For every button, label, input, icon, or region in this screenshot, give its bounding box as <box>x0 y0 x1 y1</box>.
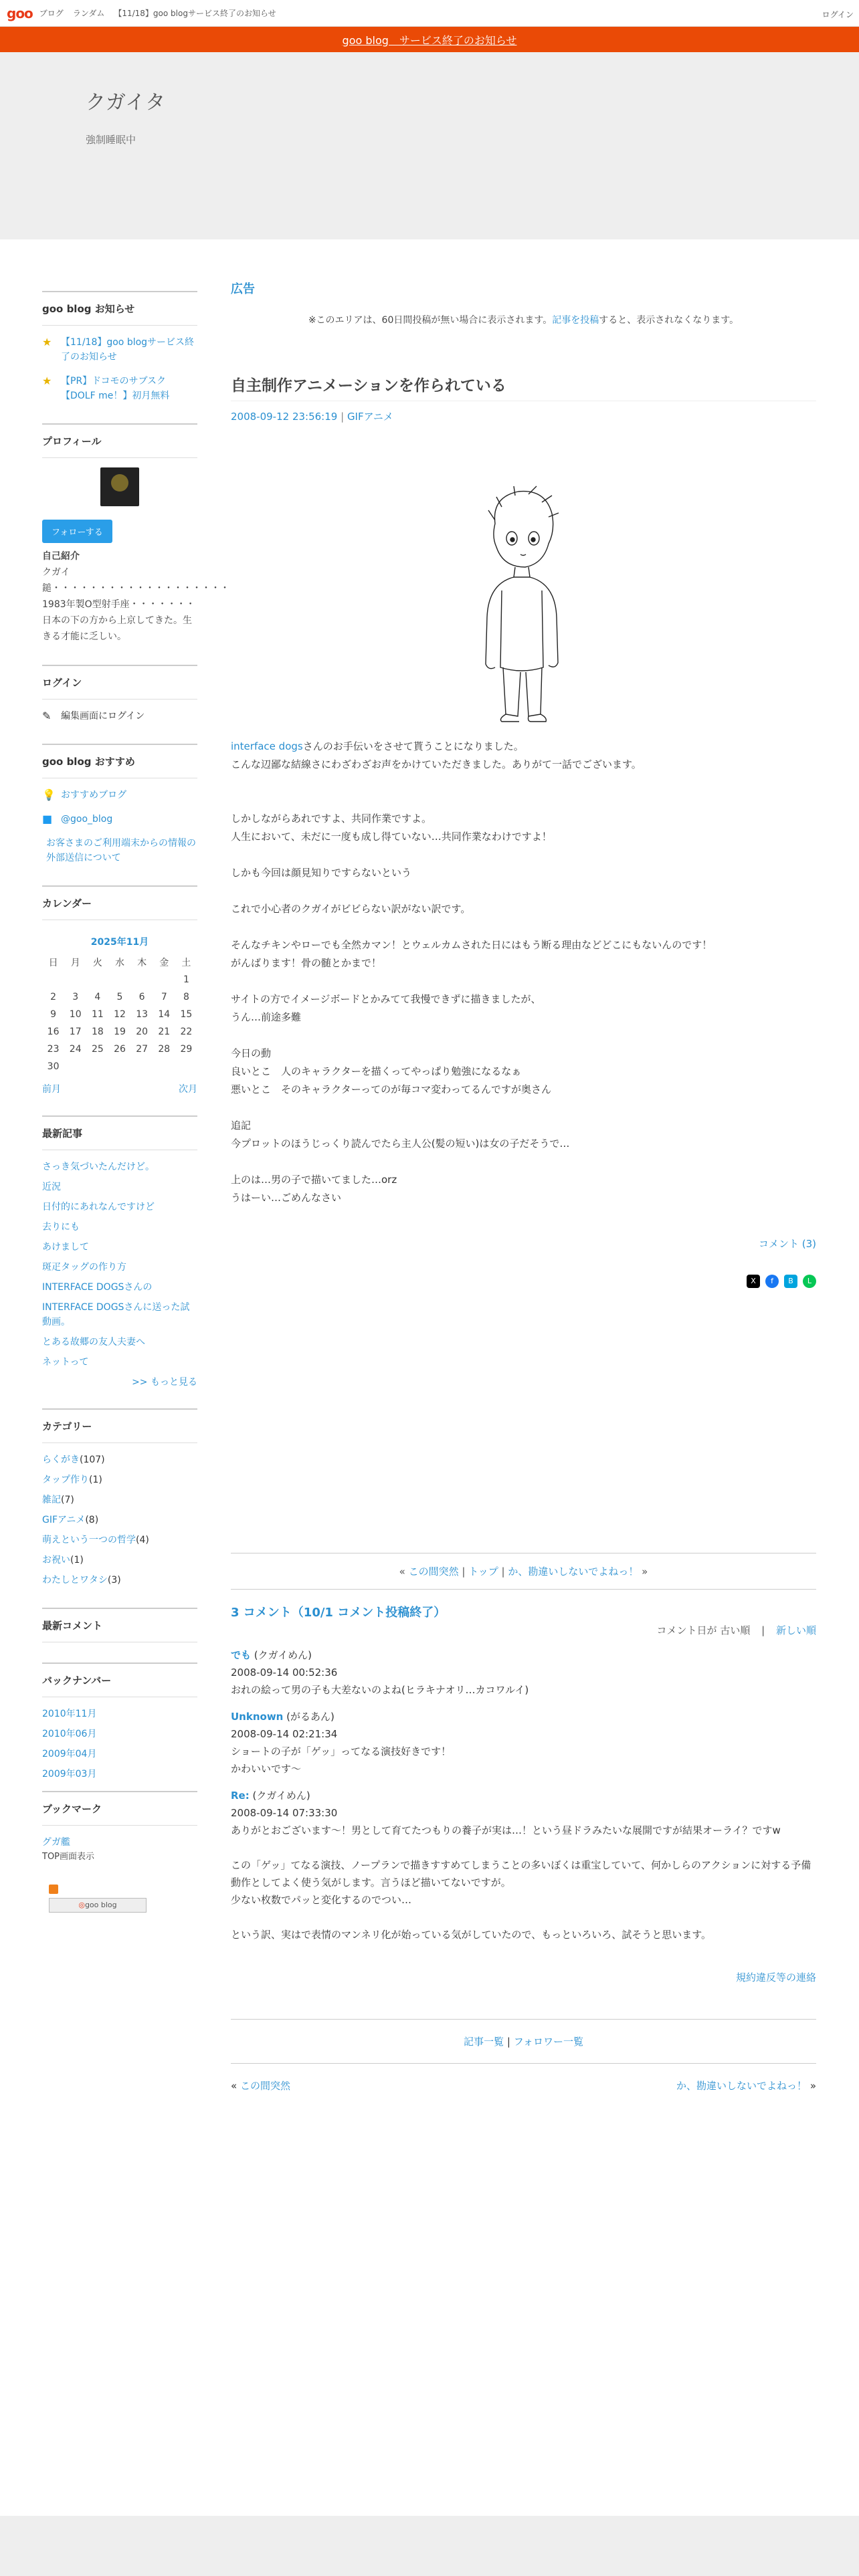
recent-post-link[interactable]: 斑疋タッグの作り方 <box>42 1262 126 1273</box>
recommend-item <box>42 788 197 802</box>
category-count: (1) <box>89 1475 102 1485</box>
calendar-prev-link[interactable]: 前月 <box>42 1084 61 1095</box>
ad-note: ※このエリアは、60日間投稿が無い場合に表示されます。記事を投稿すると、表示されなくなります。 <box>308 315 739 326</box>
bottom-pager: « この間突然 か、勘違いしないでよねっ！ » <box>231 2080 816 2092</box>
goo-logo[interactable]: goo <box>7 5 33 21</box>
calendar-nav <box>42 1082 197 1095</box>
calendar-day: 7 <box>161 992 167 1002</box>
calendar-day: 4 <box>94 992 101 1002</box>
recommend-blog-link[interactable]: おすすめブログ <box>61 790 127 800</box>
bookmark-desc: TOP画面表示 <box>42 1852 95 1862</box>
recent-post-link[interactable]: ネットって <box>42 1357 89 1368</box>
archive-link[interactable]: 2009年03月 <box>42 1769 97 1780</box>
calendar-heading: カレンダー <box>42 885 197 920</box>
category-heading: カテゴリー <box>42 1408 197 1443</box>
report-link[interactable]: 規約違反等の連絡 <box>735 1971 816 1983</box>
category-link[interactable]: わたしとワタシ <box>42 1575 108 1586</box>
prev-post-link[interactable]: この間突然 <box>408 1566 459 1578</box>
calendar-day: 10 <box>69 1009 82 1020</box>
calendar-day <box>64 971 86 988</box>
calendar-day: 23 <box>47 1044 60 1055</box>
next-post-link[interactable]: か、勘違いしないでよねっ！ <box>508 1566 639 1578</box>
star-icon: ★ <box>42 374 52 387</box>
external-info-link[interactable]: お客さまのご利用端末からの情報の外部送信について <box>46 838 196 863</box>
follow-button[interactable]: フォローする <box>42 520 112 543</box>
profile-heading: プロフィール <box>42 423 197 458</box>
calendar-day: 9 <box>50 1009 57 1020</box>
main-content <box>231 280 816 2092</box>
category-count: (8) <box>85 1515 99 1525</box>
recent-post-link[interactable]: さっき気づいたんだけど。 <box>42 1162 155 1172</box>
comment-text: 少ない枚数でパッと変化するのでつい… <box>231 1894 412 1906</box>
nav-blog-link[interactable]: ブログ <box>39 9 64 18</box>
post-line: そんなチキンやローでも全然カマン！とウェルカムされた日にはもう断る理由などどこにもないんのです！ <box>231 939 712 951</box>
comment-text: ありがとおございます〜！男として育てたつもりの養子が実は…！という昼ドラみたいな展開ですが結果オーライ？ですw <box>231 1824 781 1836</box>
calendar-weekday: 日 <box>48 958 58 968</box>
article-list-link[interactable]: 記事一覧 <box>464 2036 504 2048</box>
nav-notice-link[interactable]: 【11/18】goo blogサービス終了のお知らせ <box>114 9 276 18</box>
category-link[interactable]: タップ作り <box>42 1475 89 1485</box>
comment-text: かわいいです〜 <box>231 1763 302 1775</box>
calendar-day: 1 <box>183 974 189 985</box>
calendar-day: 22 <box>180 1027 193 1037</box>
goo-blog-badge[interactable]: ◎goo blog <box>49 1898 147 1913</box>
post-line <box>231 1027 816 1045</box>
calendar-day: 27 <box>136 1044 149 1055</box>
profile-section <box>42 423 229 645</box>
calendar-day <box>175 1058 197 1075</box>
calendar-day <box>153 971 175 988</box>
bookmark-link[interactable]: ク゚ガ艦 <box>42 1837 70 1848</box>
news-item <box>42 374 197 403</box>
recent-post-link[interactable]: 去りにも <box>42 1222 80 1232</box>
category-count: (3) <box>107 1575 121 1586</box>
category-link[interactable]: 雑記 <box>42 1495 61 1505</box>
pencil-icon: ✎ <box>42 710 52 722</box>
comment <box>231 1646 816 1699</box>
backnumber-heading: バックナンバー <box>42 1662 197 1697</box>
interface-dogs-link[interactable]: interface dogs <box>231 740 303 752</box>
calendar-day: 14 <box>158 1009 171 1020</box>
calendar-section <box>42 885 197 1095</box>
calendar-day <box>108 1058 130 1075</box>
admin-login-link[interactable]: 編集画面にログイン <box>61 711 145 722</box>
calendar-next-link[interactable]: 次月 <box>179 1084 197 1095</box>
service-end-banner <box>0 27 859 52</box>
calendar-day: 30 <box>47 1061 60 1072</box>
comment <box>231 1787 816 1943</box>
post-line: うはーい…ごめんなさい <box>231 1192 342 1204</box>
category-count: (107) <box>80 1455 105 1465</box>
login-section <box>42 665 197 724</box>
recent-post-link[interactable]: INTERFACE DOGSさんの <box>42 1282 153 1293</box>
top-link[interactable]: トップ <box>468 1566 498 1578</box>
bottom-prev-link[interactable]: この間突然 <box>240 2080 290 2092</box>
calendar-day: 29 <box>180 1044 193 1055</box>
calendar-month[interactable]: 2025年11月 <box>90 937 149 948</box>
calendar-weekday: 土 <box>181 958 191 968</box>
profile-line: 鎚・・・・・・・・・・・・・・・・・・・ <box>42 583 229 594</box>
calendar-weekday: 月 <box>70 958 80 968</box>
archive-link[interactable]: 2009年04月 <box>42 1749 97 1759</box>
comment-handle: (がるあん) <box>283 1711 335 1723</box>
avatar[interactable] <box>100 467 139 506</box>
category-section <box>42 1408 197 1588</box>
category-link[interactable]: お祝い <box>42 1555 70 1566</box>
calendar-day: 11 <box>91 1009 104 1020</box>
calendar-day: 28 <box>158 1044 171 1055</box>
blog-header <box>0 52 859 239</box>
comment-text: という訳、実はで表情のマンネリ化が始っている気がしていたので、もっといろいろ、試そうと思います。 <box>231 1929 712 1941</box>
post-line: 追記 <box>231 1119 252 1132</box>
comment-text: おれの絵って男の子も大差ないのよね(ヒラキナオリ…カコワルイ) <box>231 1684 529 1696</box>
category-link[interactable]: GIFアニメ <box>42 1515 86 1525</box>
post-line <box>231 846 816 864</box>
latest-comments-heading: 最新コメント <box>42 1608 197 1642</box>
comment-text: ショートの子が「ゲッ」ってなる演技好きです！ <box>231 1745 452 1757</box>
category-link[interactable]: らくがき <box>42 1455 80 1465</box>
calendar <box>42 930 197 1075</box>
post-line <box>231 882 816 900</box>
followers-link[interactable]: フォロワー一覧 <box>513 2036 583 2048</box>
post-line: しかしながらあれですよ、共同作業ですよ。 <box>231 813 432 825</box>
ad-heading: 広告 <box>231 282 255 296</box>
post-line <box>231 1099 816 1117</box>
comment-order: コメント日が 古い順 | 新しい順 <box>656 1624 816 1636</box>
calendar-day <box>153 1058 175 1075</box>
bookmark-section <box>42 1791 197 1864</box>
bookmark-list <box>42 1835 197 1864</box>
calendar-day: 24 <box>69 1044 82 1055</box>
calendar-day <box>64 1058 86 1075</box>
comment-author[interactable]: Re: <box>231 1790 250 1802</box>
recent-section <box>42 1115 197 1388</box>
rss-icon[interactable] <box>49 1885 58 1894</box>
recent-post-link[interactable]: INTERFACE DOGSさんに送った試動画。 <box>42 1302 190 1327</box>
category-count: (4) <box>136 1535 149 1545</box>
twitter-link[interactable]: @goo_blog <box>61 814 113 825</box>
bottom-next-link[interactable]: か、勘違いしないでよねっ！ <box>676 2080 807 2092</box>
post-line <box>231 1153 816 1171</box>
calendar-day: 6 <box>138 992 145 1002</box>
recent-post-link[interactable]: とある故郷の友人夫妻へ <box>42 1337 145 1348</box>
news-heading: goo blog お知らせ <box>42 291 197 326</box>
intro-label: 自己紹介 <box>42 551 80 562</box>
post-line: うん…前途多難 <box>231 1011 302 1023</box>
news-link[interactable]: 【11/18】goo blogサービス終了のお知らせ <box>61 337 195 362</box>
category-count: (1) <box>70 1555 84 1566</box>
category-count: (7) <box>61 1495 74 1505</box>
post-line: しかも今回は顔見知りですらないという <box>231 867 412 879</box>
profile-body <box>42 548 229 645</box>
post-line: 今日の動 <box>231 1047 272 1059</box>
post-title[interactable]: 自主制作アニメーションを作られている <box>231 373 816 401</box>
comment-count-link[interactable]: コメント (3) <box>758 1238 816 1250</box>
post-line: サイトの方でイメージボードとかみてて我慢できずに描きましたが、 <box>231 993 541 1005</box>
calendar-day: 19 <box>114 1027 126 1037</box>
recent-post-link[interactable]: 日付的にあれなんですけど <box>42 1202 155 1212</box>
calendar-day: 15 <box>180 1009 193 1020</box>
badges <box>42 1885 197 1913</box>
comment-text <box>231 1839 816 1856</box>
comment-text <box>231 1909 816 1926</box>
calendar-day: 5 <box>116 992 123 1002</box>
comment-handle: (クガイめん) <box>251 1649 312 1661</box>
post-body: interface dogsさんのお手伝いをさせて貰うことになりました。 こんな辺鄙な結線さにわざわざお声をかけていただきました。ありがて一話でございます。 しかしながらあれですよ、共同作業ですよ。 人生において、未だに一度も成し得ていない…共同作業なわけですよ！ しかも今回は顔見知りですらないという これで小心者のクガイがビビらない訳がない訳です。 そんなチキンやローでも全然カマン！とウェルカムされた日にはもう断る理由などどこにもないんのです！ がんばります！骨の髄とかまで！ サイトの方でイメージボードとかみてて我慢できずに描きましたが、 うん…前途多難 今日の動 良いとこ 人のキャラクターを描くってやっぱり勉強になるなぁ 悪いとこ そのキャラクターってのが毎コマ変わってるんですが奥さん 追記 今プロットのほうじっくり読んでたら主人公(髪の短い)は女の子だそうで… 上のは…男の子で描いてました…orz うはーい…ごめんなさい <box>231 738 816 1207</box>
post-meta: 2008-09-12 23:56:19 | GIFアニメ <box>231 411 393 423</box>
recent-post-link[interactable]: 近況 <box>42 1182 61 1192</box>
post-line: 上のは…男の子で描いてました…orz <box>231 1174 397 1186</box>
order-old-link[interactable]: 古い順 <box>720 1624 751 1636</box>
x-share-icon[interactable]: X <box>747 1275 760 1288</box>
comment-author[interactable]: Unknown <box>231 1711 284 1723</box>
recommend-item <box>42 812 197 827</box>
comment-text: この「ゲッ」てなる演技、ノープランで描きすすめてしまうことの多いぼくは重宝していて、何かしらのアクションに対する予備動作としてよく使う気がします。言うほど描いてないですが。 <box>231 1859 812 1889</box>
recent-heading: 最新記事 <box>42 1115 197 1150</box>
blog-title[interactable]: クガイタ <box>86 91 166 114</box>
calendar-day <box>86 971 108 988</box>
post-line <box>231 918 816 936</box>
sidebar <box>42 291 229 1913</box>
profile-line: クガイ <box>42 567 70 578</box>
profile-line: 日本の下の方から上京してきた。生きる才能に乏しい。 <box>42 615 192 642</box>
recommend-item <box>42 836 197 865</box>
hatena-share-icon[interactable]: B <box>784 1275 797 1288</box>
top-bar <box>0 0 859 27</box>
share-buttons <box>231 1275 816 1288</box>
post-line: 悪いとこ そのキャラクターってのが毎コマ変わってるんですが奥さん <box>231 1083 551 1095</box>
calendar-day: 18 <box>91 1027 104 1037</box>
comment-list <box>231 1646 816 1943</box>
post-pager: « この間突然 | トップ | か、勘違いしないでよねっ！ » <box>231 1553 816 1590</box>
calendar-day: 26 <box>114 1044 126 1055</box>
calendar-day: 25 <box>91 1044 104 1055</box>
line-share-icon[interactable]: L <box>803 1275 816 1288</box>
comments-heading: 3 コメント（10/1 コメント投稿終了） <box>231 1606 446 1620</box>
post-line: 人生において、未だに一度も成し得ていない…共同作業なわけですよ！ <box>231 831 552 843</box>
post-line: がんばります！骨の髄とかまで！ <box>231 957 382 969</box>
calendar-day: 8 <box>183 992 189 1002</box>
backnumber-section <box>42 1662 197 1780</box>
comment-author[interactable]: でも <box>231 1649 252 1661</box>
calendar-day: 12 <box>114 1009 126 1020</box>
post-category-link[interactable]: GIFアニメ <box>347 411 393 423</box>
footer <box>0 2516 859 2576</box>
service-end-link[interactable]: goo blog サービス終了のお知らせ <box>342 33 517 47</box>
list-nav: 記事一覧 | フォロワー一覧 <box>231 2019 816 2064</box>
calendar-weekday: 木 <box>137 958 147 968</box>
lightbulb-icon: 💡 <box>42 788 56 801</box>
comment-date: 2008-09-14 02:21:34 <box>231 1728 338 1740</box>
recommend-heading: goo blog おすすめ <box>42 744 197 778</box>
comment-date: 2008-09-14 00:52:36 <box>231 1667 338 1679</box>
calendar-day <box>86 1058 108 1075</box>
boy-sketch-image <box>462 484 582 724</box>
calendar-day: 2 <box>50 992 57 1002</box>
post-line <box>231 972 816 990</box>
calendar-day <box>131 1058 153 1075</box>
calendar-day: 21 <box>158 1027 171 1037</box>
facebook-share-icon[interactable]: f <box>765 1275 779 1288</box>
category-list <box>42 1453 197 1588</box>
calendar-day: 20 <box>136 1027 149 1037</box>
news-item <box>42 335 197 364</box>
calendar-weekday: 金 <box>159 958 169 968</box>
calendar-day <box>108 971 130 988</box>
nav-random-link[interactable]: ランダム <box>72 9 105 18</box>
calendar-day: 16 <box>47 1027 60 1037</box>
post-date[interactable]: 2008-09-12 23:56:19 <box>231 411 338 423</box>
post-article-link[interactable]: 記事を投稿 <box>552 315 599 326</box>
star-icon: ★ <box>42 336 52 348</box>
bookmark-heading: ブックマーク <box>42 1791 197 1826</box>
login-heading: ログイン <box>42 665 197 700</box>
news-section <box>42 291 197 403</box>
calendar-day: 17 <box>69 1027 82 1037</box>
calendar-day: 3 <box>72 992 79 1002</box>
login-row <box>42 709 197 724</box>
calendar-weekday: 水 <box>114 958 124 968</box>
category-link[interactable]: 萌えという一つの哲学 <box>42 1535 136 1545</box>
calendar-weekday: 火 <box>92 958 102 968</box>
more-link[interactable]: >> もっと見る <box>132 1377 197 1388</box>
login-link[interactable]: ログイン <box>822 10 854 19</box>
profile-line: 1983年製O型射手座・・・・・・・ <box>42 599 195 610</box>
order-new-link[interactable]: 新しい順 <box>775 1624 816 1636</box>
archive-link[interactable]: 2010年11月 <box>42 1709 97 1719</box>
news-link[interactable]: 【PR】ドコモのサブスク【DOLF me！】初月無料 <box>61 376 170 401</box>
calendar-day <box>131 971 153 988</box>
twitter-icon: ■ <box>42 813 53 825</box>
post-line: 良いとこ 人のキャラクターを描くってやっぱり勉強になるなぁ <box>231 1065 522 1077</box>
calendar-day: 13 <box>136 1009 149 1020</box>
comment-handle: (クガイめん) <box>249 1790 310 1802</box>
post-line: これで小心者のクガイがビビらない訳がない訳です。 <box>231 903 471 915</box>
blog-subtitle: 強制睡眠中 <box>86 134 136 146</box>
recent-list <box>42 1160 197 1370</box>
comment-date: 2008-09-14 07:33:30 <box>231 1807 338 1819</box>
recommend-section <box>42 744 197 865</box>
backnumber-list[interactable] <box>42 1707 197 1780</box>
comment <box>231 1708 816 1778</box>
archive-link[interactable]: 2010年06月 <box>42 1729 97 1739</box>
post-line: 今プロットのほうじっくり読んでたら主人公(髪の短い)は女の子だそうで… <box>231 1138 570 1150</box>
calendar-day <box>42 971 64 988</box>
recent-post-link[interactable]: あけまして <box>42 1242 89 1253</box>
comments-section <box>42 1608 197 1642</box>
